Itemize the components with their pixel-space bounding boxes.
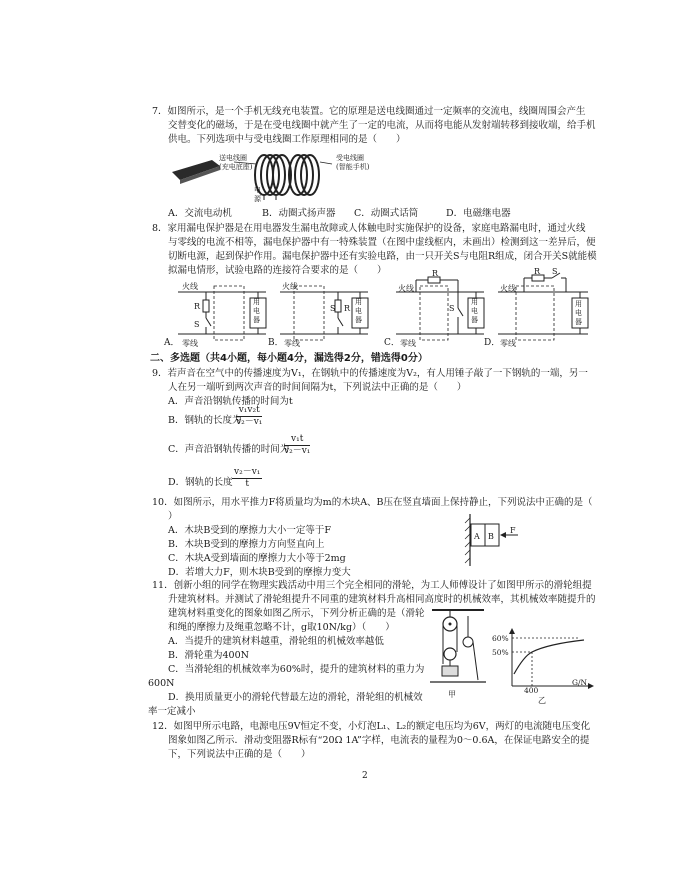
q7-label-power-1: 电: [254, 186, 261, 194]
q12-line-2: 图象如图乙所示．滑动变阻器R标有“20Ω 1A”字样，电流表的量程为0～0.6A，在保证电路安全的提: [168, 735, 590, 746]
q7-line-2: 交替变化的磁场，于是在受电线圈中就产生了一定的电流，从而将电能从发射端转移到接收端，给手机: [168, 120, 596, 131]
q9-option-a: A．声音沿钢轨传播的时间为t: [168, 396, 293, 407]
q8-line-2: 与零线的电流不相等，漏电保护器中有一特殊装置（在图中虚线框内，未画出）检测到这一差异后，便: [168, 237, 596, 248]
q8-b-neutral-label: 零线: [284, 339, 300, 348]
q7-line-1: 7．如图所示，是一个手机无线充电装置。它的原理是送电线圈通过一定频率的交流电，线圈周围会产生: [152, 106, 586, 117]
q10-option-c: C．木块A受到墙面的摩擦力大小等于2mg: [168, 553, 346, 564]
q11-graph-y-50: 50%: [492, 648, 509, 657]
q8-line-4: 拟漏电情形，试验电路的连接符合要求的是（ ）: [168, 265, 387, 276]
q8-c-load-2: 电: [471, 307, 478, 315]
q9-b-denominator: v₂－v₁: [236, 417, 263, 427]
q8-d-load-3: 器: [575, 318, 582, 326]
q11-option-d: D．换用质量更小的滑轮代替最左边的滑轮，滑轮组的机械效: [168, 692, 423, 703]
q8-option-d-letter: D．: [484, 338, 501, 348]
q9-option-c-fraction: [284, 434, 310, 457]
q11-graph-y-60: 60%: [492, 634, 509, 643]
q11-pulley-figure: [428, 608, 488, 690]
q8-option-b-letter: B．: [268, 338, 284, 348]
q12-line-3: 下，下列说法中正确的是（ ）: [168, 749, 311, 760]
page-number: 2: [362, 771, 368, 781]
q9-option-d-fraction: [232, 467, 262, 490]
q8-d-s-label: S: [552, 267, 558, 276]
q12-line-1: 12．如图甲所示电路，电源电压9V恒定不变，小灯泡L₁、L₂的额定电压均为6V，两灯的电流随电压变化: [152, 721, 591, 732]
q8-b-load-3: 器: [355, 316, 362, 324]
q7-option-c: C．动圈式话筒: [354, 208, 419, 219]
q8-d-neutral-label: 零线: [500, 339, 516, 348]
q10-block-b-label: B: [488, 532, 494, 541]
q8-line-1: 8．家用漏电保护器是在用电器发生漏电故障或人体触电时实施保护的设备，家庭电路漏电时，通过火线: [152, 223, 586, 234]
q7-label-send-coil: 送电线圈: [219, 154, 247, 162]
q10-line-1: 10．如图所示，用水平推力F将质量均为m的木块A、B压在竖直墙面上保持静止，下列说法中正确的是（: [152, 497, 593, 508]
q9-c-numerator: v₁t: [284, 434, 310, 446]
q10-blocks-figure: [462, 512, 526, 568]
q10-block-a-label: A: [474, 532, 480, 541]
q9-option-b: B．钢轨的长度为: [168, 415, 242, 426]
q11-line-3: 建筑材料重变化的图象如图乙所示，下列分析正确的是（滑轮: [168, 608, 425, 619]
q11-graph-x-axis-label: G/N: [572, 678, 588, 687]
q11-caption-yi: 乙: [538, 696, 546, 705]
q8-a-s-label: S: [194, 320, 200, 329]
q10-line-2: ）: [168, 511, 178, 522]
q11-line-2: 升建筑材料。并测试了滑轮组提升不同重的建筑材料升高相同高度时的机械效率，其机械效率随提升的: [168, 594, 596, 605]
q8-a-r-label: R: [194, 302, 201, 311]
q8-option-c-letter: C．: [384, 338, 400, 348]
q7-label-send-base: (充电底座): [219, 163, 253, 171]
q11-line-1: 11．创新小组的同学在物理实践活动中用三个完全相同的滑轮，为工人师傅设计了如图甲所示的滑轮组提: [152, 580, 592, 591]
q7-line-3: 供电。下列选项中与受电线圈工作原理相同的是（ ）: [168, 134, 406, 145]
section-2-heading: 二、多选题（共4小题，每小题4分，漏选得2分，错选得0分）: [150, 353, 428, 364]
q8-d-r-label: R: [534, 267, 541, 276]
q7-label-recv-phone: (智能手机): [336, 163, 370, 171]
q8-b-load-1: 用: [355, 298, 362, 306]
q8-b-r-label: R: [344, 304, 351, 313]
q9-option-d: D．钢轨的长度: [168, 477, 233, 488]
q9-option-b-fraction: [236, 405, 262, 428]
q10-option-b: B．木块B受到的摩擦力方向竖直向上: [168, 539, 325, 550]
q8-d-live-label: 火线: [500, 284, 516, 293]
q11-option-c: C．当滑轮组的机械效率为60%时，提升的建筑材料的重力为: [168, 664, 425, 675]
q9-line-2: 人在另一端听到两次声音的时间间隔为t，下列说法中正确的是（ ）: [168, 382, 467, 393]
q8-d-load-1: 用: [575, 300, 582, 308]
q9-line-1: 9．若声音在空气中的传播速度为V₁，在钢轨中的传播速度为V₂，有人用锤子敲了一下钢轨的一端，另一: [152, 368, 588, 379]
q8-b-s-label: S: [330, 304, 336, 313]
q8-a-load-2: 电: [253, 307, 260, 315]
q8-c-load-3: 器: [471, 316, 478, 324]
q7-option-a: A．交流电动机: [168, 208, 232, 219]
q8-option-a-letter: A．: [164, 338, 180, 348]
q8-a-live-label: 火线: [182, 282, 198, 291]
q10-option-d: D．若增大力F，则木块B受到的摩擦力变大: [168, 567, 351, 578]
q8-b-load-2: 电: [355, 307, 362, 315]
q8-c-load-1: 用: [471, 298, 478, 306]
q9-d-denominator: t: [245, 479, 249, 489]
q8-c-s-label: S: [449, 304, 455, 313]
q8-c-r-label: R: [432, 269, 439, 278]
q11-line-4: 和绳的摩擦力及绳重忽略不计，g取10N/kg）（ ）: [168, 622, 395, 633]
q7-label-power-2: 源: [254, 195, 261, 203]
q7-label-recv-coil: 受电线圈: [336, 154, 364, 162]
q10-force-label: F: [510, 526, 516, 535]
q8-a-neutral-label: 零线: [182, 339, 198, 348]
q11-option-b: B．滑轮重为400N: [168, 650, 249, 661]
q8-line-3: 切断电源，起到保护作用。漏电保护器中还有实验电路，由一只开关S与电阻R组成，闭合开关S就能模: [168, 251, 597, 262]
q11-graph-x-400: 400: [524, 686, 539, 695]
q11-option-a: A．当提升的建筑材料越重，滑轮组的机械效率越低: [168, 636, 384, 647]
q9-c-denominator: v₂－v₁: [284, 446, 311, 456]
q9-option-c: C．声音沿钢轨传播的时间为: [168, 444, 290, 455]
q11-caption-jia: 甲: [448, 690, 456, 699]
q7-option-d: D．电磁继电器: [446, 208, 511, 219]
q11-option-d-cont: 率一定减小: [148, 706, 196, 717]
q8-c-neutral-label: 零线: [400, 339, 416, 348]
q7-option-b: B．动圈式扬声器: [262, 208, 336, 219]
q9-b-numerator: v₁v₂t: [236, 405, 262, 417]
q8-b-live-label: 火线: [282, 282, 298, 291]
q8-d-load-2: 电: [575, 309, 582, 317]
q10-option-a: A．木块B受到的摩擦力大小一定等于F: [168, 525, 331, 536]
q8-a-load-1: 用: [253, 298, 260, 306]
q8-c-live-label: 火线: [398, 284, 414, 293]
q8-a-load-3: 器: [253, 316, 260, 324]
q9-d-numerator: v₂－v₁: [234, 467, 261, 477]
q11-option-c-cont: 600N: [148, 678, 175, 689]
